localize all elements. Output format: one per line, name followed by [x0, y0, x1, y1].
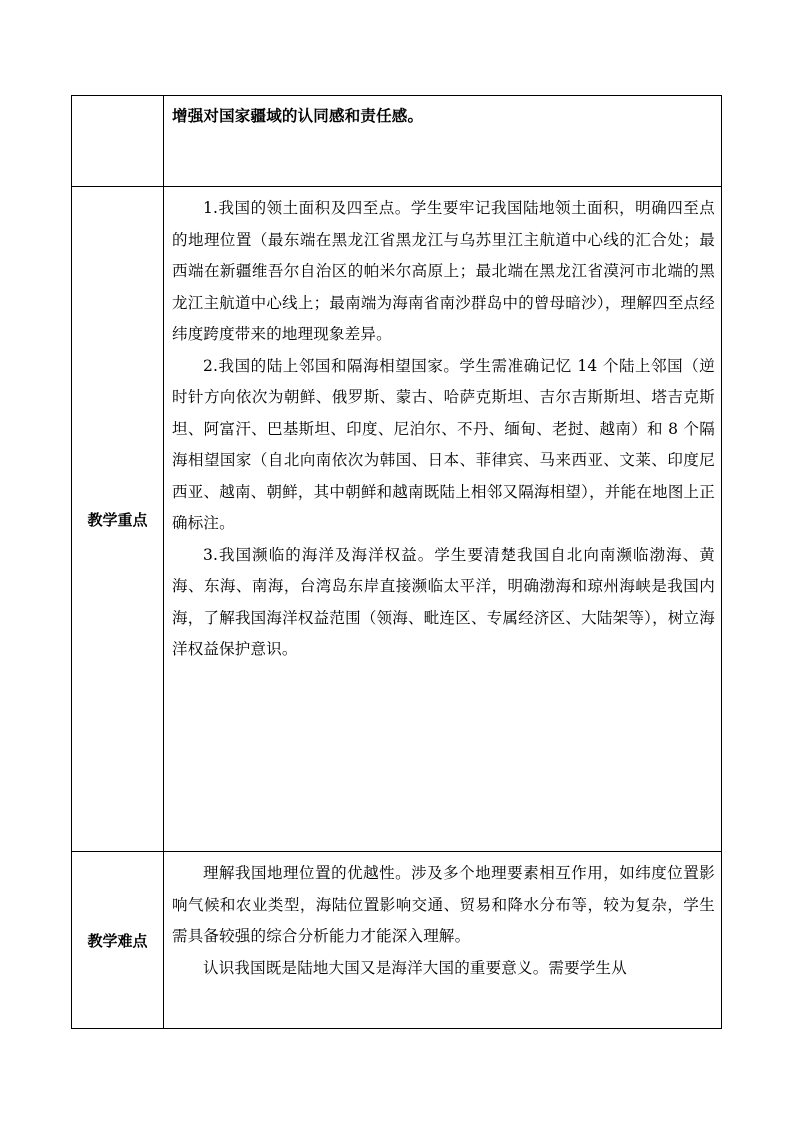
table-row-key-points: [72, 187, 722, 852]
key-point-1: 1.我国的领土面积及四至点。学生要牢记我国陆地领土面积，明确四至点的地理位置（最东端在黑龙江省黑龙江与乌苏里江主航道中心线的汇合处；最西端在新疆维吾尔自治区的帕米尔高原上；最北端在黑龙江省漠河市北端的黑龙江主航道中心线上；最南端为海南省南沙群岛中的曾母暗沙），理解四至点经纬度跨度带来的地理现象差异。: [172, 199, 715, 343]
objective-paragraph: 增强对国家疆域的认同感和责任感。: [172, 107, 424, 125]
key-point-2: 2.我国的陆上邻国和隔海相望国家。学生需准确记忆 14 个陆上邻国（逆时针方向依次为朝鲜、俄罗斯、蒙古、哈萨克斯坦、吉尔吉斯斯坦、塔吉克斯坦、阿富汗、巴基斯坦、印度、尼泊尔、不丹、缅甸、老挝、越南）和 8 个隔海相望国家（自北向南依次为韩国、日本、菲律宾、马来西亚、文莱、印度尼西亚、越南、朝鲜，其中朝鲜和越南既陆上相邻又隔海相望），并能在地图上正确标注。: [172, 356, 715, 532]
row-label-key-points: 教学重点: [72, 187, 164, 852]
table-row-difficulties: [72, 852, 722, 1029]
difficulties-content: [164, 852, 722, 1029]
difficulty-2: 认识我国既是陆地大国又是海洋大国的重要意义。需要学生从: [203, 958, 627, 977]
difficulty-1: 理解我国地理位置的优越性。涉及多个地理要素相互作用，如纬度位置影响气候和农业类型，海陆位置影响交通、贸易和降水分布等，较为复杂，学生需具备较强的综合分析能力才能深入理解。: [172, 864, 715, 945]
row-label-difficulties: 教学难点: [72, 852, 164, 1029]
lesson-plan-table: [71, 95, 722, 1029]
key-point-3: 3.我国濒临的海洋及海洋权益。学生要清楚我国自北向南濒临渤海、黄海、东海、南海，台湾岛东岸直接濒临太平洋，明确渤海和琼州海峡是我国内海，了解我国海洋权益范围（领海、毗连区、专属经济区、大陆架等），树立海洋权益保护意识。: [172, 545, 715, 658]
objectives-content: [164, 96, 722, 187]
row-label-empty: [72, 96, 164, 187]
table-row-objectives-continued: [72, 96, 722, 187]
key-points-content: [164, 187, 722, 852]
